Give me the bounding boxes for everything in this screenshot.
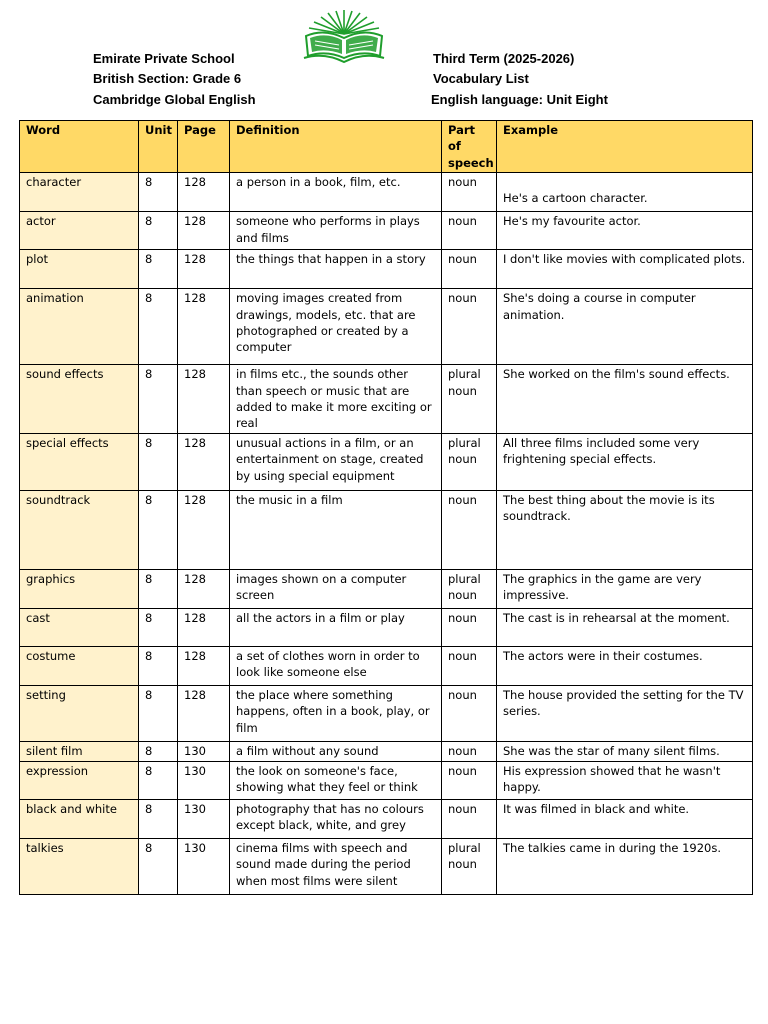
column-header-word: Word: [20, 121, 139, 173]
word-cell: character: [20, 173, 139, 212]
page-cell: 128: [178, 173, 230, 212]
word-cell: setting: [20, 685, 139, 741]
unit-cell: 8: [139, 212, 178, 250]
definition-cell: the look on someone's face, showing what they feel or think: [230, 761, 442, 799]
list-title: Vocabulary List: [433, 71, 529, 86]
page-cell: 128: [178, 250, 230, 289]
definition-cell: all the actors in a film or play: [230, 608, 442, 646]
unit-cell: 8: [139, 685, 178, 741]
unit-cell: 8: [139, 289, 178, 365]
column-header-part-of-speech: Part of speech: [442, 121, 497, 173]
definition-cell: the place where something happens, often in a book, play, or film: [230, 685, 442, 741]
definition-cell: moving images created from drawings, models, etc. that are photographed or created by a computer: [230, 289, 442, 365]
table-row: [20, 365, 753, 434]
example-cell: The house provided the setting for the TV series.: [497, 685, 753, 741]
example-cell: She worked on the film's sound effects.: [497, 365, 753, 434]
document-header: [0, 0, 768, 118]
table-row: [20, 212, 753, 250]
unit-cell: 8: [139, 433, 178, 490]
word-cell: graphics: [20, 569, 139, 608]
table-header-row: [20, 121, 753, 173]
word-cell: black and white: [20, 799, 139, 838]
definition-cell: a film without any sound: [230, 741, 442, 761]
page-cell: 130: [178, 799, 230, 838]
part-of-speech-cell: noun: [442, 250, 497, 289]
unit-cell: 8: [139, 838, 178, 894]
definition-cell: unusual actions in a film, or an entertainment on stage, created by using special equipment: [230, 433, 442, 490]
page-cell: 130: [178, 838, 230, 894]
example-cell: I don't like movies with complicated plots.: [497, 250, 753, 289]
table-row: [20, 289, 753, 365]
page-cell: 128: [178, 433, 230, 490]
word-cell: cast: [20, 608, 139, 646]
part-of-speech-cell: noun: [442, 741, 497, 761]
table-row: [20, 490, 753, 569]
open-book-logo-icon: [300, 8, 388, 64]
example-cell: The actors were in their costumes.: [497, 646, 753, 685]
definition-cell: a set of clothes worn in order to look like someone else: [230, 646, 442, 685]
part-of-speech-cell: noun: [442, 490, 497, 569]
term-label: Third Term (2025-2026): [433, 51, 575, 66]
school-name: Emirate Private School: [93, 51, 235, 66]
page-cell: 130: [178, 761, 230, 799]
definition-cell: in films etc., the sounds other than speech or music that are added to make it more exciting or real: [230, 365, 442, 434]
page-cell: 128: [178, 365, 230, 434]
example-cell: The talkies came in during the 1920s.: [497, 838, 753, 894]
part-of-speech-cell: noun: [442, 685, 497, 741]
part-of-speech-cell: plural noun: [442, 838, 497, 894]
unit-cell: 8: [139, 741, 178, 761]
unit-cell: 8: [139, 173, 178, 212]
part-of-speech-cell: noun: [442, 212, 497, 250]
example-cell: All three films included some very frightening special effects.: [497, 433, 753, 490]
word-cell: sound effects: [20, 365, 139, 434]
word-cell: animation: [20, 289, 139, 365]
example-cell: It was filmed in black and white.: [497, 799, 753, 838]
word-cell: special effects: [20, 433, 139, 490]
part-of-speech-cell: plural noun: [442, 433, 497, 490]
unit-cell: 8: [139, 365, 178, 434]
page-cell: 128: [178, 212, 230, 250]
part-of-speech-cell: noun: [442, 646, 497, 685]
table-row: [20, 646, 753, 685]
word-cell: silent film: [20, 741, 139, 761]
column-header-example: Example: [497, 121, 753, 173]
column-header-unit: Unit: [139, 121, 178, 173]
course-name: Cambridge Global English: [93, 92, 256, 107]
table-row: [20, 250, 753, 289]
example-cell: The best thing about the movie is its soundtrack.: [497, 490, 753, 569]
example-cell: He's my favourite actor.: [497, 212, 753, 250]
table-row: [20, 173, 753, 212]
word-cell: plot: [20, 250, 139, 289]
part-of-speech-cell: noun: [442, 761, 497, 799]
unit-cell: 8: [139, 608, 178, 646]
definition-cell: images shown on a computer screen: [230, 569, 442, 608]
unit-cell: 8: [139, 799, 178, 838]
vocabulary-table: [19, 120, 753, 895]
unit-cell: 8: [139, 490, 178, 569]
word-cell: costume: [20, 646, 139, 685]
part-of-speech-cell: noun: [442, 173, 497, 212]
page-cell: 128: [178, 289, 230, 365]
unit-cell: 8: [139, 569, 178, 608]
table-row: [20, 433, 753, 490]
grade-section: British Section: Grade 6: [93, 71, 242, 86]
definition-cell: the things that happen in a story: [230, 250, 442, 289]
part-of-speech-cell: plural noun: [442, 569, 497, 608]
page-cell: 128: [178, 608, 230, 646]
definition-cell: cinema films with speech and sound made during the period when most films were silent: [230, 838, 442, 894]
example-cell: His expression showed that he wasn't happy.: [497, 761, 753, 799]
example-cell: The graphics in the game are very impressive.: [497, 569, 753, 608]
example-cell: She's doing a course in computer animation.: [497, 289, 753, 365]
part-of-speech-cell: noun: [442, 799, 497, 838]
example-cell: The cast is in rehearsal at the moment.: [497, 608, 753, 646]
table-row: [20, 741, 753, 761]
part-of-speech-cell: noun: [442, 289, 497, 365]
page-cell: 128: [178, 685, 230, 741]
definition-cell: a person in a book, film, etc.: [230, 173, 442, 212]
page-cell: 128: [178, 569, 230, 608]
page-cell: 130: [178, 741, 230, 761]
unit-label: English language: Unit Eight: [431, 92, 608, 107]
part-of-speech-cell: plural noun: [442, 365, 497, 434]
column-header-page: Page: [178, 121, 230, 173]
table-row: [20, 761, 753, 799]
definition-cell: photography that has no colours except black, white, and grey: [230, 799, 442, 838]
word-cell: talkies: [20, 838, 139, 894]
word-cell: actor: [20, 212, 139, 250]
example-cell: She was the star of many silent films.: [497, 741, 753, 761]
definition-cell: the music in a film: [230, 490, 442, 569]
table-row: [20, 685, 753, 741]
part-of-speech-cell: noun: [442, 608, 497, 646]
unit-cell: 8: [139, 761, 178, 799]
unit-cell: 8: [139, 646, 178, 685]
table-row: [20, 608, 753, 646]
example-cell: He's a cartoon character.: [497, 173, 753, 212]
column-header-definition: Definition: [230, 121, 442, 173]
word-cell: soundtrack: [20, 490, 139, 569]
page-cell: 128: [178, 490, 230, 569]
unit-cell: 8: [139, 250, 178, 289]
table-row: [20, 838, 753, 894]
word-cell: expression: [20, 761, 139, 799]
table-row: [20, 569, 753, 608]
page-cell: 128: [178, 646, 230, 685]
table-row: [20, 799, 753, 838]
definition-cell: someone who performs in plays and films: [230, 212, 442, 250]
